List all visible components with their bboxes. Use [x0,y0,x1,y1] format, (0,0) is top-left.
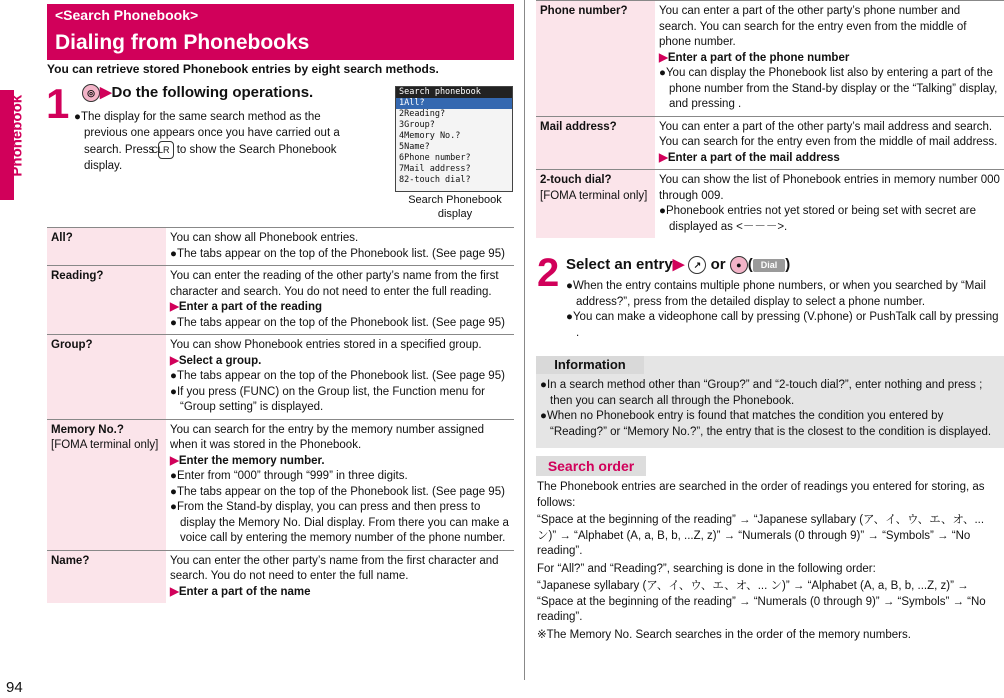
table-row [47,266,514,335]
action-line: ▶Enter a part of the name [170,585,311,598]
method-description [166,550,514,603]
method-note: [FOMA terminal only] [51,439,159,451]
step-1-number: 1 [46,80,70,127]
method-name: Reading? [47,266,166,335]
description-text: You can show the list of Phonebook entries in memory number 000 through 009. [659,174,1000,202]
table-row [536,116,1004,170]
search-order-heading: Search order [536,456,646,476]
step-2-title: Select an entry▶ ↗ or ● ( Dial ) [566,256,791,273]
arrow-icon: ▶ [100,83,112,101]
step-2-number: 2 [537,251,560,295]
method-name: Phone number? [536,1,655,117]
arrow-icon: ▶ [659,51,668,64]
phone-screen-item: 7Mail address? [399,164,471,174]
search-order-paragraph: The Phonebook entries are searched in the order of readings you entered for storing, as follows: [537,481,985,509]
center-key-icon: ● [730,256,748,274]
description-text: You can search for the entry by the memory number assigned when it was stored in the Phonebook. [170,423,485,451]
arrow-icon: ▶ [170,354,179,367]
phone-screen [395,86,513,192]
bullet-item: ●In a search method other than “Group?” and “2-touch dial?”, enter nothing and press ; then you can search all through the Phonebook. [540,379,983,407]
action-line: ▶Enter a part of the reading [170,301,322,313]
table-row [47,550,514,603]
search-order-paragraph: “Japanese syllabary (ア、イ、ウ、エ、オ、... ン)” → “Alphabet (A, a, B, b, ...Z, z)” → “Space at the beginning of the reading” → “Numerals (0 through 9)” → “Symbols” → “No reading”. [537,580,986,623]
search-order-body [537,480,1003,645]
action-line: ▶Enter the memory number. [170,454,325,467]
description-text: You can enter a part of the other party’s phone number and search. You can search for the entry even from the middle of phone number. [659,5,967,48]
method-name: All? [47,228,166,266]
intro-text: You can retrieve stored Phonebook entries by eight search methods. [47,62,439,76]
method-name: Memory No.? [FOMA terminal only] [47,419,166,550]
table-row [47,419,514,550]
arrow-icon: ▶ [170,301,179,313]
bullet-item: ●The tabs appear on the top of the Phonebook list. (See page 95) [170,370,505,382]
phone-screen-title: Search phonebook [396,87,512,98]
phone-screen-item: 4Memory No.? [399,131,461,141]
step-1-title [82,84,313,102]
method-name: 2-touch dial? [FOMA terminal only] [536,170,655,239]
description-text: You can show Phonebook entries stored in a specified group. [170,339,482,351]
side-tab [0,0,26,200]
arrow-icon: ▶ [659,151,668,164]
table-row [47,335,514,420]
phone-screen-item: 3Group? [399,120,435,130]
method-description [655,1,1004,117]
bullet-item: ●When the entry contains multiple phone numbers, or when you searched by “Mail address?”, press from the detailed display to select a phone number. [566,280,986,308]
phone-screen-item: 82-touch dial? [399,175,471,185]
method-description [655,116,1004,170]
method-description [166,419,514,550]
bullet-item: ●Enter from “000” through “999” in three digits. [170,470,408,482]
step-1-bullet-post: to show the Search Phonebook display. [84,144,337,172]
information-heading: Information [536,356,644,374]
arrow-icon: ▶ [672,256,685,273]
description-text: You can enter the reading of the other party’s name from the first character and search. You do not need to enter the full reading. [170,270,499,298]
method-description [166,228,514,266]
arrow-icon: ▶ [170,454,179,467]
send-key-icon: ↗ [688,256,706,274]
bullet-item: ●When no Phonebook entry is found that matches the condition you entered by “Reading?” or “Memory No.?”, the entry that is the closest to the condition is displayed. [540,410,992,438]
header-subtitle: <Search Phonebook> [55,7,199,23]
phone-screen-item: 2Reading? [399,109,446,119]
bullet-item: ●If you press (FUNC) on the Group list, the Function menu for “Group setting” is displayed. [170,385,486,413]
bullet-item: ●The tabs appear on the top of the Phonebook list. (See page 95) [170,247,505,260]
bullet-item: ●From the Stand-by display, you can press and then press to display the Memory No. Dial display. From there you can make a voice call by entering the memory number of the phone number. [170,501,509,544]
step-1-title-text: Do the following operations. [111,83,314,101]
search-order-paragraph: ※The Memory No. Search searches in the order of the memory numbers. [537,628,911,641]
description-text: You can show all Phonebook entries. [170,232,359,244]
bullet-item: ●You can display the Phonebook list also by entering a part of the phone number from the Stand-by display or the “Talking” display, and pressing . [659,67,998,110]
search-order-paragraph: For “All?” and “Reading?”, searching is done in the following order: [537,562,876,575]
bullet-item: ●Phonebook entries not yet stored or being set with secret are displayed as <－－－>. [659,205,976,233]
bullet-item: ●The tabs appear on the top of the Phonebook list. (See page 95) [170,485,505,498]
action-line: ▶Enter a part of the phone number [659,51,850,64]
step-2-title-text: Select an entry [566,256,673,273]
method-description [166,335,514,420]
column-divider [524,0,525,680]
phone-screen-item: 1All? [396,98,512,109]
table-row [47,228,514,266]
arrow-icon: ▶ [170,585,179,598]
information-bullets [540,378,1002,440]
clr-key-icon: CLR [158,141,174,159]
method-description [166,266,514,335]
menu-key-icon: ◎ [82,84,100,102]
search-order-paragraph: “Space at the beginning of the reading” → “Japanese syllabary (ア、イ、ウ、エ、オ、... ン)” → “Alphabet (A, a, B, b, ...Z, z)” → “Numerals (0 through 9)” → “Symbols” → “No reading”. [537,514,985,557]
section-header [47,4,514,60]
phone-screen-item: 6Phone number? [399,153,471,163]
description-text: You can enter a part of the other party’s mail address and search. You can search for the entry even from the middle of mail address. [659,120,998,148]
phone-screen-caption: Search Phonebook display [408,194,502,220]
step-1-bullet: ●The display for the same search method as the previous one appears once you have carried out a search. Press CLR to show the Search Phonebook display. [74,111,340,172]
dial-softkey: Dial [753,259,786,272]
bullet-item: ●The tabs appear on the top of the Phonebook list. (See page 95) [170,316,505,329]
description-text: You can enter the other party’s name from the first character and search. You do not need to enter the full name. [170,554,499,582]
method-note: [FOMA terminal only] [540,189,648,202]
step-2 [566,255,1002,341]
search-methods-table-right [536,0,1004,238]
bullet-item: ●You can make a videophone call by pressing (V.phone) or PushTalk call by pressing . [566,311,999,339]
table-row [536,1,1004,117]
method-description [655,170,1004,239]
method-name: Name? [47,550,166,603]
method-name: Group? [47,335,166,420]
table-row [536,170,1004,239]
search-methods-table-left [47,227,514,603]
step-2-bullets [566,279,1002,341]
phone-screen-item: 5Name? [399,142,430,152]
header-title: Dialing from Phonebooks [55,31,310,54]
phone-screen-list [396,98,512,186]
step-1-bullet-pre: The display for the same search method as the previous one appears once you have carried out a search. Press [80,111,340,157]
side-tab-label: Phonebook [8,94,26,177]
step-2-or: or [710,256,726,273]
action-line: ▶Select a group. [170,354,262,367]
page-number: 94 [6,679,23,696]
action-line: ▶Enter a part of the mail address [659,151,840,164]
method-name: Mail address? [536,116,655,170]
